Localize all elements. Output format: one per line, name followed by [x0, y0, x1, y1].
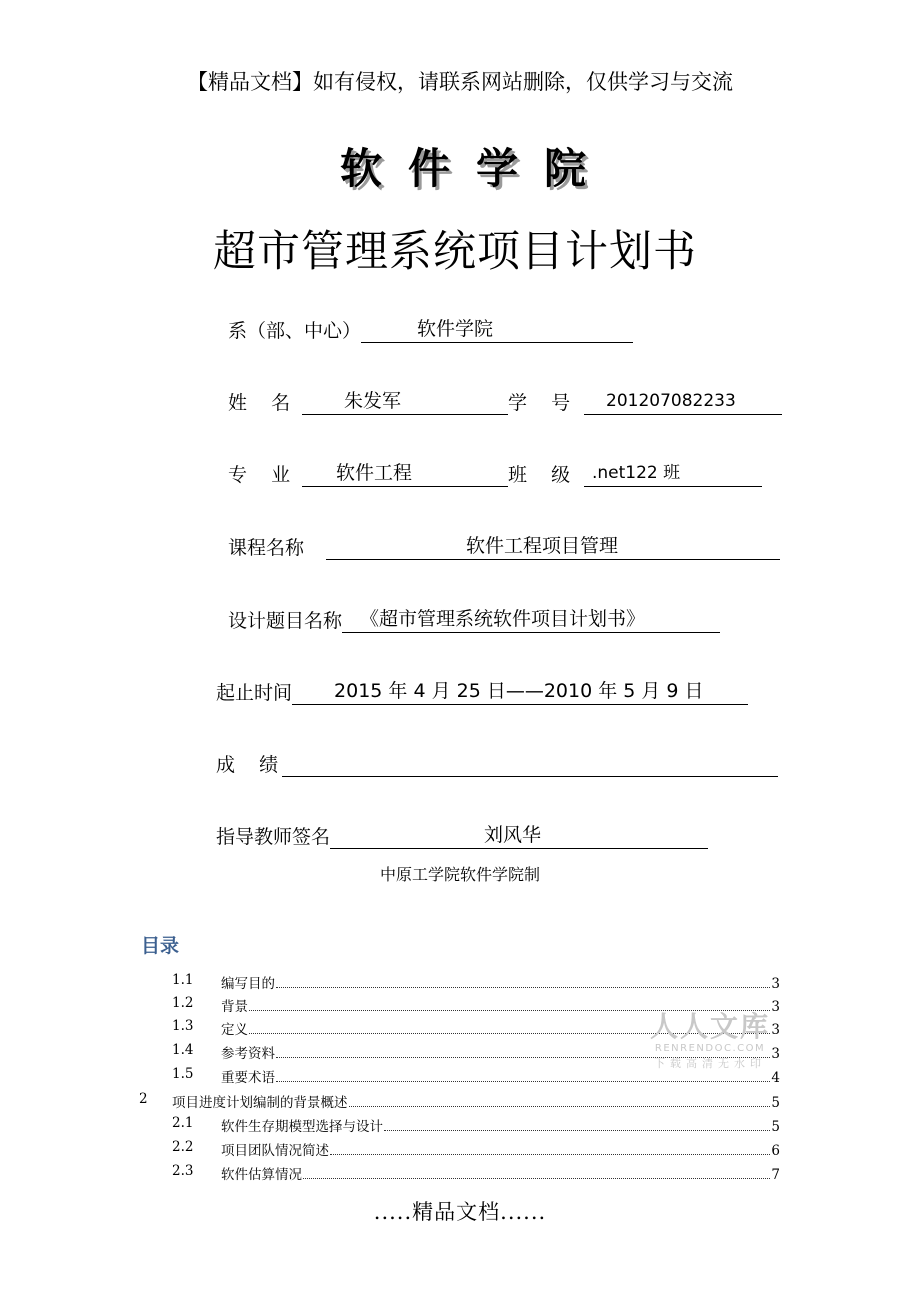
header-notice: 【精品文档】如有侵权，请联系网站删除，仅供学习与交流	[187, 70, 733, 94]
toc-item-page: 3	[771, 1046, 780, 1062]
student-id-label: 学 号	[508, 392, 571, 414]
course-field	[326, 533, 780, 560]
school-name: 软件学院	[340, 144, 613, 193]
document-title: 超市管理系统项目计划书	[213, 227, 697, 277]
toc-item-number: 1.4	[172, 1042, 194, 1058]
toc-item-number: 2.3	[172, 1163, 194, 1179]
toc-item[interactable]	[0, 1016, 920, 1039]
grade-row	[216, 750, 778, 777]
toc-item-text: 项目进度计划编制的背景概述	[172, 1095, 348, 1111]
department-row	[228, 316, 633, 343]
watermark	[648, 1012, 772, 1072]
course-value: 软件工程项目管理	[466, 535, 619, 557]
toc-item-number: 1.5	[172, 1066, 194, 1082]
toc-leader	[384, 1130, 770, 1131]
toc-item-number: 1.3	[172, 1018, 194, 1034]
toc-leader	[349, 1106, 771, 1107]
toc-item[interactable]	[0, 970, 920, 993]
toc-leader	[276, 1081, 770, 1082]
name-field	[302, 388, 508, 415]
class-value: .net122 班	[592, 463, 681, 483]
toc-item-number: 2	[139, 1091, 148, 1107]
toc-item-page: 5	[771, 1095, 780, 1111]
name-value: 朱发军	[344, 390, 402, 412]
toc-item-page: 5	[771, 1119, 780, 1135]
major-value: 软件工程	[336, 462, 413, 484]
toc-item-number: 2.2	[172, 1139, 194, 1155]
toc-item-text: 重要术语	[221, 1070, 275, 1086]
advisor-field	[330, 822, 708, 849]
topic-field	[342, 606, 720, 633]
toc-item-text: 软件生存期模型选择与设计	[221, 1119, 383, 1135]
toc-item-text: 项目团队情况简述	[221, 1143, 329, 1159]
period-field	[292, 678, 748, 705]
student-id-field	[584, 388, 782, 415]
toc-item-page: 3	[771, 999, 780, 1015]
watermark-tag: 下载高清无水印	[654, 1057, 766, 1070]
toc-item[interactable]	[0, 1064, 920, 1087]
toc-leader	[303, 1178, 770, 1179]
made-by-line: 中原工学院软件学院制	[379, 865, 540, 884]
department-label: 系（部、中心）	[228, 320, 362, 342]
toc-item[interactable]	[0, 1113, 920, 1136]
toc-item-page: 6	[771, 1143, 780, 1159]
toc-item-text: 参考资料	[221, 1046, 275, 1062]
toc-item[interactable]	[0, 993, 920, 1016]
watermark-sub: RENRENDOC.COM	[654, 1043, 766, 1054]
period-label: 起止时间	[216, 682, 293, 704]
toc-item[interactable]	[0, 1040, 920, 1063]
toc-heading: 目录	[141, 935, 180, 957]
toc-item-text: 软件估算情况	[221, 1167, 302, 1183]
advisor-value: 刘风华	[484, 824, 542, 846]
advisor-row	[216, 822, 708, 849]
toc-item[interactable]	[0, 1089, 920, 1112]
class-label: 班 级	[508, 464, 571, 486]
advisor-label: 指导教师签名	[216, 826, 331, 848]
department-field	[361, 316, 633, 343]
toc-item-page: 3	[771, 1022, 780, 1038]
toc-item-number: 2.1	[172, 1115, 194, 1131]
footer-quality-label: .....精品文档......	[373, 1200, 547, 1224]
name-id-row	[228, 388, 782, 415]
period-row	[216, 678, 748, 705]
toc-item-number: 1.1	[172, 972, 194, 988]
topic-label: 设计题目名称	[228, 610, 343, 632]
name-label: 姓 名	[228, 392, 291, 414]
topic-row	[228, 606, 720, 633]
grade-field	[282, 750, 778, 777]
course-label: 课程名称	[228, 537, 305, 559]
department-value: 软件学院	[417, 318, 494, 340]
major-field	[302, 460, 508, 487]
period-value: 2015 年 4 月 25 日——2010 年 5 月 9 日	[334, 680, 704, 702]
toc-item-page: 3	[771, 976, 780, 992]
class-field	[584, 460, 762, 487]
toc-item-text: 编写目的	[221, 976, 275, 992]
watermark-main: 人人文库	[649, 1010, 770, 1043]
toc-leader	[330, 1154, 770, 1155]
toc-item-text: 定义	[221, 1022, 248, 1038]
major-class-row	[228, 460, 762, 487]
major-label: 专 业	[228, 464, 291, 486]
toc-item[interactable]	[0, 1137, 920, 1160]
grade-label: 成 绩	[216, 754, 279, 776]
toc-item[interactable]	[0, 1161, 920, 1184]
toc-leader	[276, 987, 770, 988]
topic-value: 《超市管理系统软件项目计划书》	[360, 608, 646, 630]
toc-item-page: 4	[771, 1070, 780, 1086]
toc-item-text: 背景	[221, 999, 248, 1015]
toc-item-page: 7	[771, 1167, 780, 1183]
course-row	[228, 533, 780, 560]
student-id-value: 201207082233	[606, 391, 736, 411]
toc-item-number: 1.2	[172, 995, 194, 1011]
